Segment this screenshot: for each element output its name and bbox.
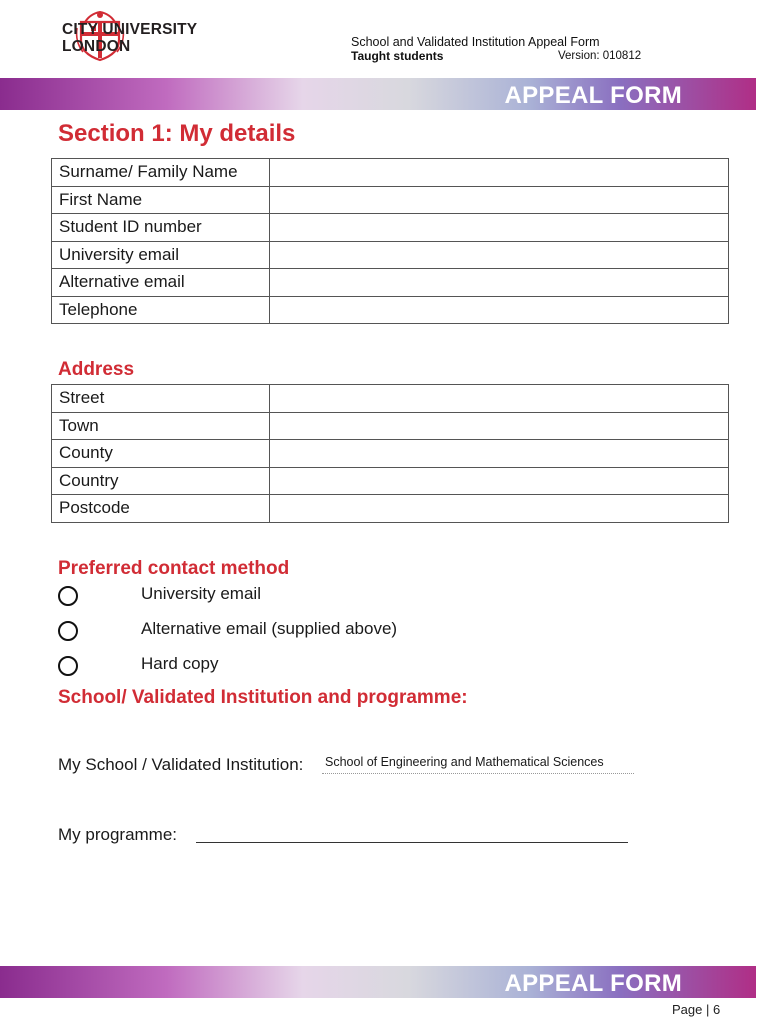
document-subtitle: Taught students (351, 49, 444, 63)
my-details-table (51, 158, 729, 324)
section-title: Section 1: My details (58, 120, 296, 147)
university-logo-text (62, 21, 197, 55)
document-title: School and Validated Institution Appeal Form (351, 35, 600, 49)
radio-button[interactable] (58, 621, 78, 641)
telephone-field[interactable] (270, 296, 729, 324)
table-row (52, 159, 729, 187)
row-label: Postcode (52, 495, 270, 523)
surname-field[interactable] (270, 159, 729, 187)
address-heading: Address (58, 359, 135, 380)
table-row (52, 214, 729, 242)
appeal-form-banner (0, 78, 756, 110)
radio-label: Alternative email (supplied above) (141, 619, 398, 638)
banner-title: APPEAL FORM (504, 82, 682, 109)
row-label: Student ID number (52, 214, 270, 242)
radio-button[interactable] (58, 586, 78, 606)
school-field[interactable]: School of Engineering and Mathematical Sciences (325, 755, 604, 769)
table-row (52, 467, 729, 495)
table-row (52, 385, 729, 413)
row-label: Surname/ Family Name (52, 159, 270, 187)
page-number: Page | 6 (672, 1002, 721, 1017)
town-field[interactable] (270, 412, 729, 440)
student-id-field[interactable] (270, 214, 729, 242)
table-row (52, 495, 729, 523)
university-email-field[interactable] (270, 241, 729, 269)
programme-field[interactable] (196, 842, 628, 843)
row-label: County (52, 440, 270, 468)
postcode-field[interactable] (270, 495, 729, 523)
radio-label: Hard copy (141, 654, 219, 673)
address-table (51, 384, 729, 523)
row-label: Telephone (52, 296, 270, 324)
first-name-field[interactable] (270, 186, 729, 214)
programme-label: My programme: (58, 825, 178, 844)
school-label: My School / Validated Institution: (58, 755, 304, 774)
school-field-underline (322, 773, 634, 774)
footer-appeal-form-banner (0, 966, 756, 998)
radio-label: University email (141, 584, 261, 603)
logo-line-2: LONDON (62, 38, 131, 55)
table-row (52, 186, 729, 214)
alternative-email-field[interactable] (270, 269, 729, 297)
row-label: University email (52, 241, 270, 269)
school-programme-heading: School/ Validated Institution and programme: (58, 687, 468, 708)
table-row (52, 241, 729, 269)
row-label: Street (52, 385, 270, 413)
contact-method-heading: Preferred contact method (58, 558, 290, 579)
row-label: Country (52, 467, 270, 495)
footer-banner-title: APPEAL FORM (504, 970, 682, 997)
table-row (52, 440, 729, 468)
logo-line-1: CITY UNIVERSITY (62, 21, 198, 38)
row-label: Alternative email (52, 269, 270, 297)
country-field[interactable] (270, 467, 729, 495)
county-field[interactable] (270, 440, 729, 468)
row-label: First Name (52, 186, 270, 214)
table-row (52, 296, 729, 324)
street-field[interactable] (270, 385, 729, 413)
radio-button[interactable] (58, 656, 78, 676)
table-row (52, 412, 729, 440)
table-row (52, 269, 729, 297)
document-version: Version: 010812 (558, 50, 642, 62)
row-label: Town (52, 412, 270, 440)
